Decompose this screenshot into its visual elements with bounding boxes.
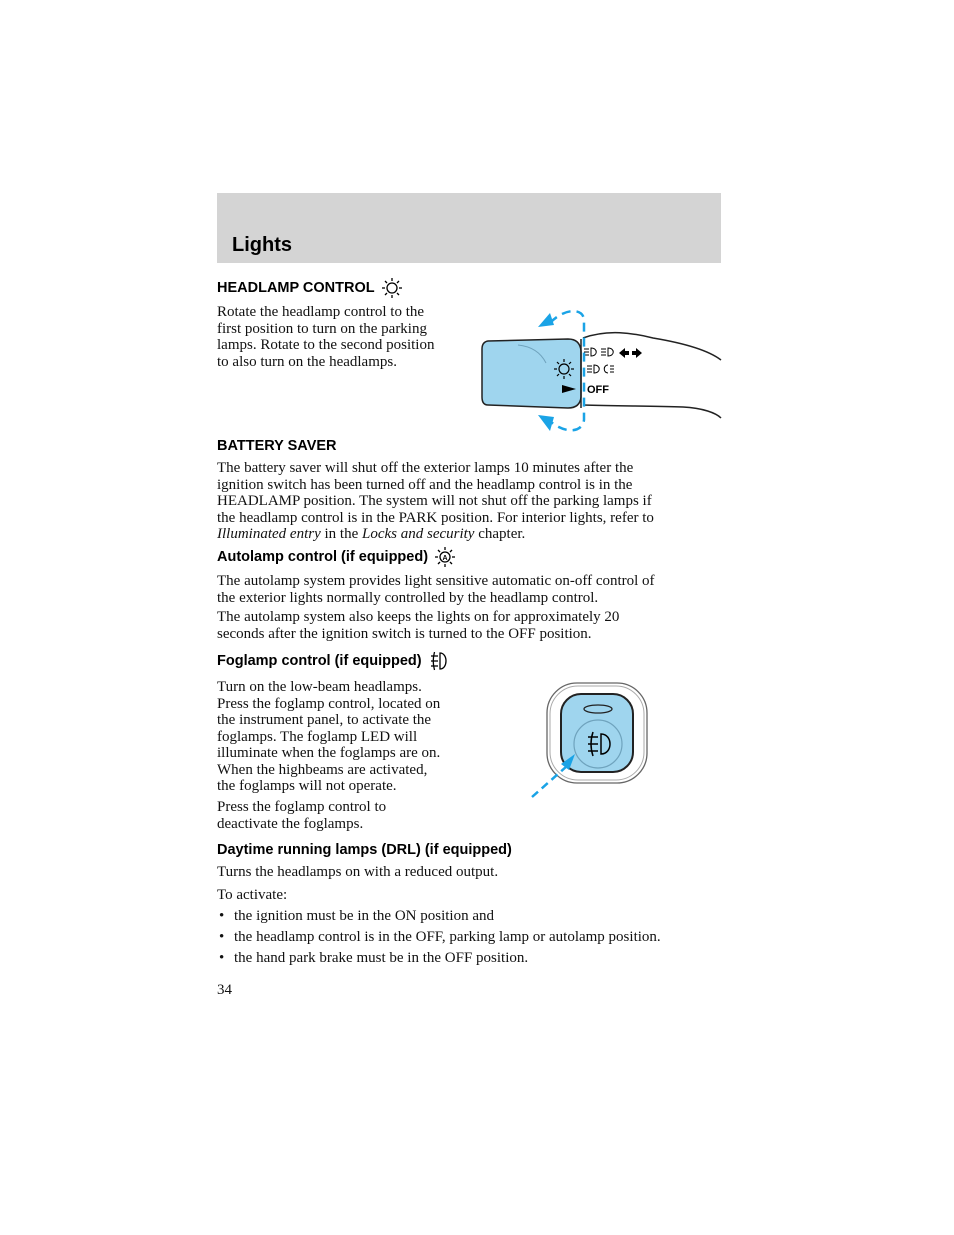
foglamp-p1-line-2: Press the foglamp control, located on (217, 695, 441, 712)
headlamp-line-3: lamps. Rotate to the second position (217, 337, 435, 353)
battery-line-2: ignition switch has been turned off and the headlamp control is in the (217, 476, 633, 493)
foglamp-p2-line-2: deactivate the foglamps. (217, 815, 364, 832)
battery-line-5-mid: in the (320, 526, 362, 542)
list-item-text: the hand park brake must be in the OFF position. (234, 950, 529, 966)
headlamp-paragraph (217, 304, 477, 370)
autolamp-paragraph-2 (217, 609, 721, 642)
foglamp-heading (217, 650, 450, 672)
drl-paragraph-1: Turns the headlamps on with a reduced output. (217, 864, 499, 880)
foglamp-p1-line-6: When the highbeams are activated, (217, 761, 428, 778)
stalk-lamp-icons (584, 348, 614, 373)
autolamp-p1-line-2: the exterior lights normally controlled by the headlamp control. (217, 589, 599, 606)
battery-line-3: HEADLAMP position. The system will not shut off the parking lamps if (217, 493, 652, 509)
headlamp-sun-icon (381, 277, 403, 299)
chapter-header (217, 193, 721, 263)
list-item (217, 929, 721, 946)
page-number: 34 (217, 982, 232, 998)
headlamp-control-diagram (478, 305, 723, 437)
autolamp-paragraph-1 (217, 573, 721, 606)
autolamp-sun-icon (434, 546, 456, 568)
svg-text:A: A (442, 555, 448, 562)
drl-paragraph-2: To activate: (217, 887, 288, 903)
list-item-text: the ignition must be in the ON position and (234, 908, 494, 924)
locks-security-ref: Locks and security (361, 526, 475, 542)
illuminated-entry-ref: Illuminated entry (217, 526, 321, 542)
list-item-text: the headlamp control is in the OFF, parking lamp or autolamp position. (234, 929, 661, 945)
foglamp-icon (428, 650, 450, 672)
foglamp-p1-line-3: the instrument panel, to activate the (217, 712, 432, 728)
list-item (217, 950, 721, 967)
foglamp-p1-line-7: the foglamps will not operate. (217, 778, 397, 794)
foglamp-button-diagram (527, 680, 652, 802)
foglamp-paragraph-2 (217, 799, 477, 832)
autolamp-p1-line-1: The autolamp system provides light sensitive automatic on-off control of (217, 573, 655, 589)
off-label: OFF (587, 384, 609, 396)
battery-saver-paragraph (217, 460, 721, 543)
battery-saver-heading (217, 438, 337, 454)
drl-bullet-list (217, 908, 721, 971)
headlamp-line-2: first position to turn on the parking (217, 320, 427, 337)
autolamp-p2-line-1: The autolamp system also keeps the lights on for approximately 20 (217, 609, 620, 625)
bullet-dot: • (219, 929, 225, 945)
battery-line-4: the headlamp control is in the PARK position. For interior lights, refer to (217, 509, 654, 526)
battery-line-1: The battery saver will shut off the exterior lamps 10 minutes after the (217, 460, 634, 476)
bullet-dot: • (219, 908, 225, 924)
foglamp-p2-line-1: Press the foglamp control to (217, 799, 387, 815)
chapter-title: Lights (232, 234, 292, 256)
headlamp-heading-text: HEADLAMP CONTROL (217, 280, 375, 296)
drl-heading (217, 842, 512, 858)
autolamp-heading (217, 546, 456, 568)
headlamp-heading (217, 277, 403, 299)
headlamp-line-4: to also turn on the headlamps. (217, 353, 397, 370)
list-item (217, 908, 721, 925)
bullet-dot: • (219, 950, 225, 966)
battery-saver-heading-text: BATTERY SAVER (217, 438, 337, 454)
drl-heading-text: Daytime running lamps (DRL) (if equipped) (217, 842, 512, 858)
headlamp-line-1: Rotate the headlamp control to the (217, 304, 425, 320)
foglamp-p1-line-1: Turn on the low-beam headlamps. (217, 679, 422, 695)
turn-signal-arrows-icon (619, 348, 642, 358)
autolamp-heading-text: Autolamp control (if equipped) (217, 549, 429, 565)
foglamp-p1-line-4: foglamps. The foglamp LED will (217, 728, 418, 745)
battery-line-5-end: chapter. (474, 526, 526, 542)
foglamp-heading-text: Foglamp control (if equipped) (217, 653, 422, 669)
autolamp-p2-line-2: seconds after the ignition switch is turned to the OFF position. (217, 625, 592, 642)
foglamp-p1-line-5: illuminate when the foglamps are on. (217, 745, 441, 761)
foglamp-paragraph-1 (217, 679, 477, 795)
